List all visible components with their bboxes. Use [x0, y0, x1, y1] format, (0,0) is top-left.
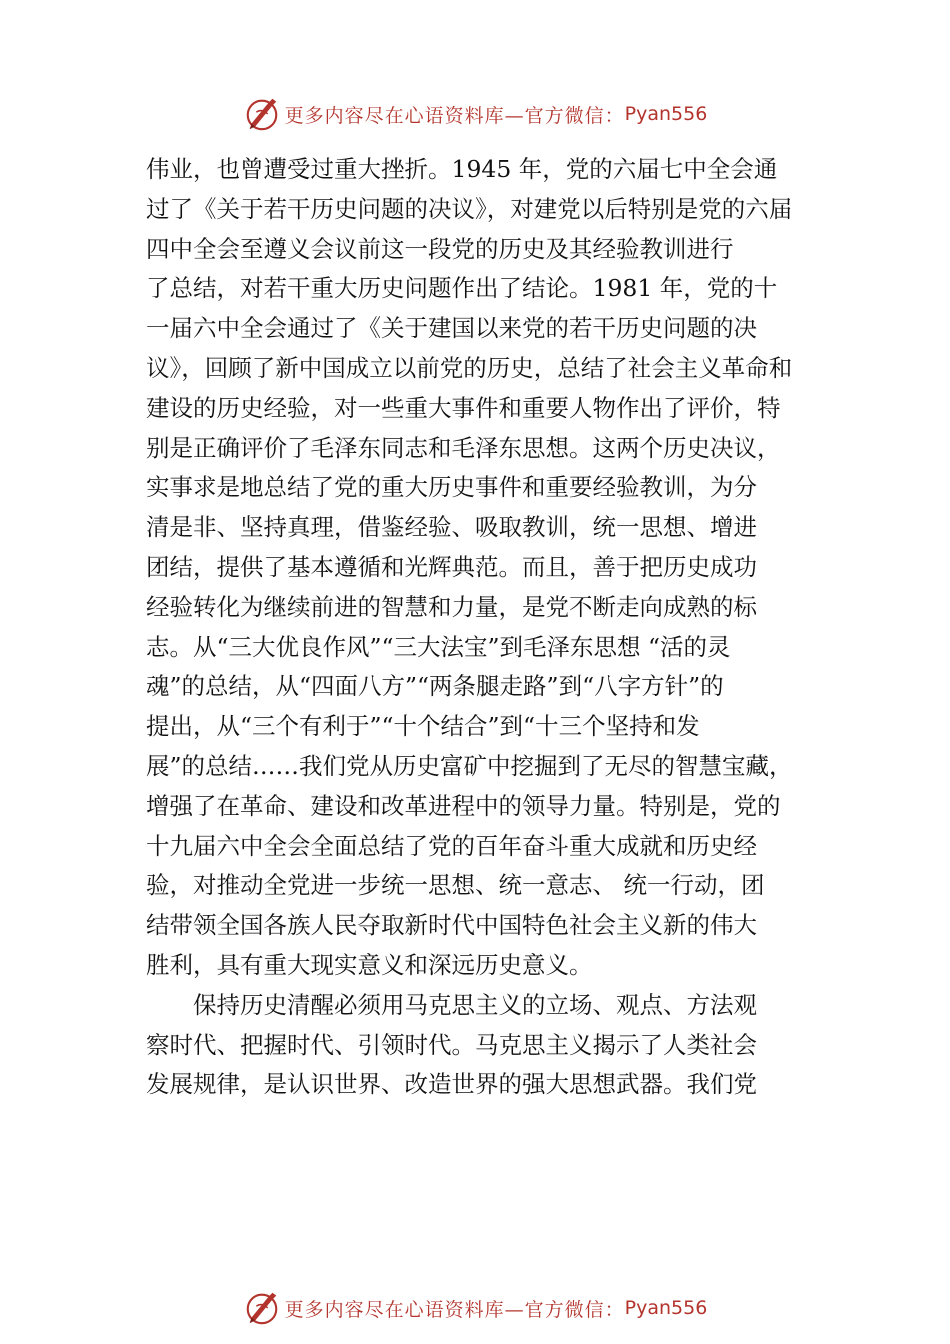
- text-line: 四中全会至遵义会议前这一段党的历史及其经验教训进行: [146, 234, 734, 263]
- header-watermark: [0, 94, 950, 134]
- pen-seal-icon: [243, 1289, 281, 1327]
- watermark-text-cn: 更多内容尽在心语资料库—官方微信：: [284, 104, 625, 127]
- watermark-text-cn: 更多内容尽在心语资料库—官方微信：: [284, 1298, 625, 1321]
- text-line: 魂”的总结，从“四面八方”“两条腿走路”到“八字方针”的: [146, 672, 724, 701]
- paragraph-2: [146, 986, 826, 1105]
- text-line: 建设的历史经验，对一些重大事件和重要人物作出了评价，特: [146, 393, 781, 422]
- text-line: 经验转化为继续前进的智慧和力量，是党不断走向成熟的标: [146, 592, 757, 621]
- text-line: 展”的总结……我们党从历史富矿中挖掘到了无尽的智慧宝藏，: [146, 751, 793, 780]
- text-line: 十九届六中全会全面总结了党的百年奋斗重大成就和历史经: [146, 831, 757, 860]
- watermark-wechat-id: Pyan556: [624, 103, 708, 125]
- text-line: 保持历史清醒必须用马克思主义的立场、观点、方法观: [193, 990, 757, 1019]
- text-line: 验，对推动全党进一步统一思想、统一意志、 统一行动，团: [146, 871, 765, 900]
- text-line: 过了《关于若干历史问题的决议》，对建党以后特别是党的六届: [146, 194, 793, 223]
- paragraph-1: [146, 150, 826, 986]
- text-line: 团结，提供了基本遵循和光辉典范。而且，善于把历史成功: [146, 552, 757, 581]
- text-line: 增强了在革命、建设和改革进程中的领导力量。特别是，党的: [146, 791, 781, 820]
- text-line: 提出，从“三个有利于”“十个结合”到“十三个坚持和发: [146, 712, 700, 741]
- text-line: 一届六中全会通过了《关于建国以来党的若干历史问题的决: [146, 314, 757, 343]
- footer-watermark: [0, 1288, 950, 1328]
- watermark-wechat-id: Pyan556: [624, 1297, 708, 1319]
- pen-seal-icon: [243, 95, 281, 133]
- text-line: 实事求是地总结了党的重大历史事件和重要经验教训，为分: [146, 473, 757, 502]
- text-line: 伟业，也曾遭受过重大挫折。1945 年，党的六届七中全会通: [146, 155, 778, 183]
- text-line: 胜利，具有重大现实意义和深远历史意义。: [146, 950, 593, 979]
- text-line: 志。从“三大优良作风”“三大法宝”到毛泽东思想 “活的灵: [146, 632, 731, 661]
- text-line: 结带领全国各族人民夺取新时代中国特色社会主义新的伟大: [146, 911, 757, 940]
- text-line: 察时代、把握时代、引领时代。马克思主义揭示了人类社会: [146, 1030, 757, 1059]
- article-body: [146, 150, 826, 1105]
- text-line: 了总结，对若干重大历史问题作出了结论。1981 年，党的十: [146, 274, 778, 303]
- text-line: 别是正确评价了毛泽东同志和毛泽东思想。这两个历史决议，: [146, 433, 781, 462]
- text-line: 发展规律，是认识世界、改造世界的强大思想武器。我们党: [146, 1070, 757, 1099]
- text-line: 清是非、坚持真理，借鉴经验、吸取教训，统一思想、增进: [146, 513, 757, 542]
- text-line: 议》，回顾了新中国成立以前党的历史，总结了社会主义革命和: [146, 353, 793, 382]
